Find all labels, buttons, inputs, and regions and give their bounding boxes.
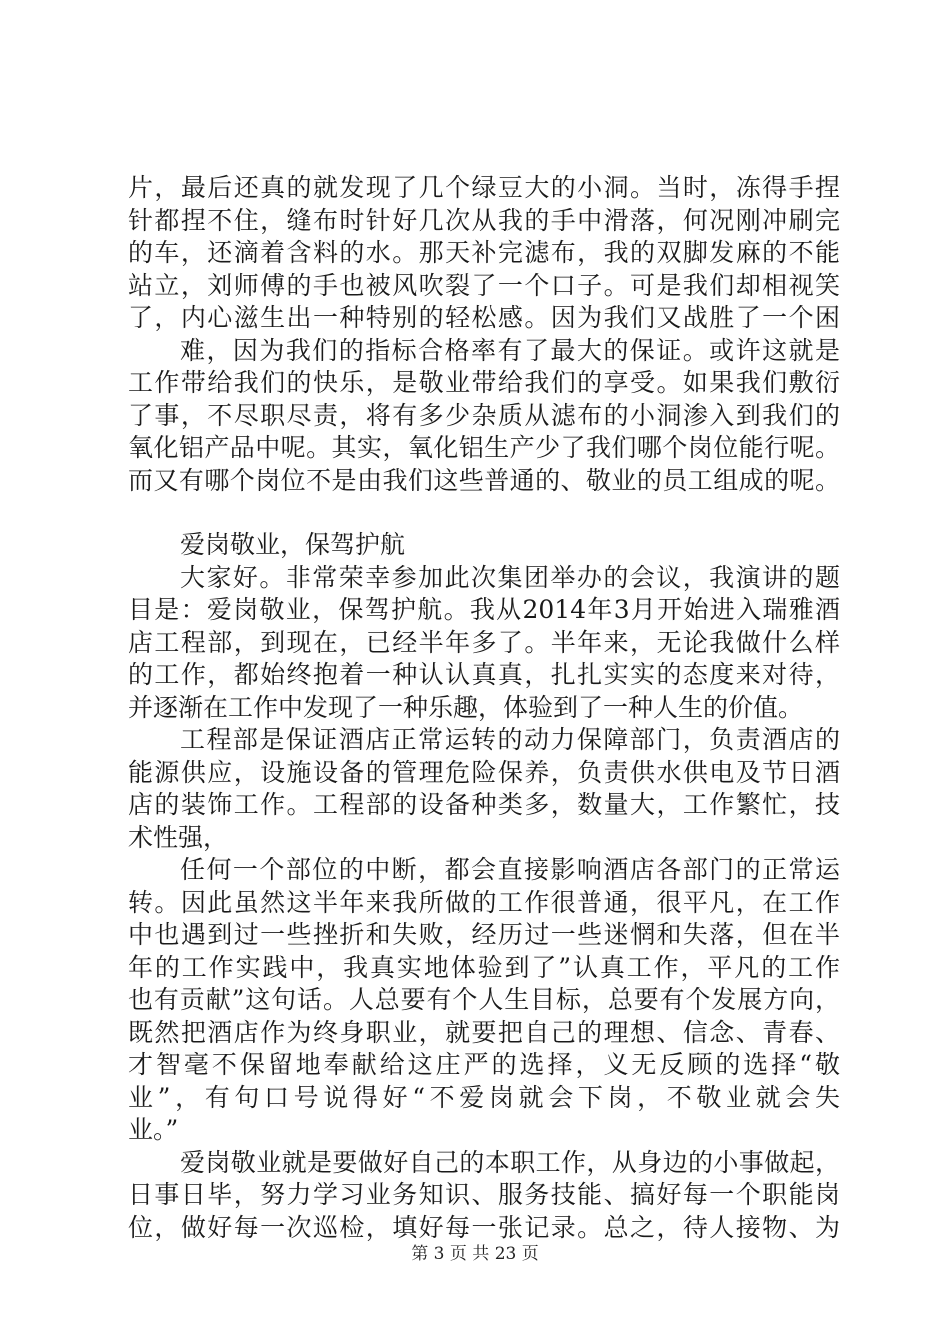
text-line: 才智毫不保留地奉献给这庄严的选择，义无反顾的选择“敬 bbox=[128, 1050, 840, 1079]
text-line: 氧化铝产品中呢。其实，氧化铝生产少了我们哪个岗位能行呢。 bbox=[128, 433, 840, 462]
text-line: 业。” bbox=[128, 1115, 179, 1144]
text-line: 了，内心滋生出一种特别的轻松感。因为我们又战胜了一个困 bbox=[128, 303, 840, 332]
text-line: 工程部是保证酒店正常运转的动力保障部门，负责酒店的 bbox=[180, 725, 840, 754]
text-line: 工作带给我们的快乐，是敬业带给我们的享受。如果我们敷衍 bbox=[128, 368, 840, 397]
text-line: 目是：爱岗敬业，保驾护航。我从2014年3月开始进入瑞雅酒 bbox=[128, 595, 840, 624]
text-line: 任何一个部位的中断，都会直接影响酒店各部门的正常运 bbox=[180, 855, 840, 884]
text-line: 站立，刘师傅的手也被风吹裂了一个口子。可是我们却相视笑 bbox=[128, 270, 840, 300]
text-line: 大家好。非常荣幸参加此次集团举办的会议，我演讲的题 bbox=[180, 562, 840, 592]
page-footer: 第 3 页 共 23 页 bbox=[411, 1244, 539, 1264]
text-line: 中也遇到过一些挫折和失败，经历过一些迷惘和失落，但在半 bbox=[128, 920, 840, 949]
text-line: 并逐渐在工作中发现了一种乐趣，体验到了一种人生的价值。 bbox=[128, 692, 804, 722]
text-line: 爱岗敬业就是要做好自己的本职工作，从身边的小事做起， bbox=[180, 1147, 840, 1177]
text-line: 位，做好每一次巡检，填好每一张记录。总之，待人接物、为 bbox=[128, 1212, 840, 1242]
text-line: 日事日毕，努力学习业务知识、服务技能、搞好每一个职能岗 bbox=[128, 1180, 840, 1209]
text-line: 转。因此虽然这半年来我所做的工作很普通，很平凡，在工作 bbox=[128, 887, 840, 917]
text-line: 的车，还滴着含料的水。那天补完滤布，我的双脚发麻的不能 bbox=[128, 238, 840, 267]
text-line: 业”，有句口号说得好“不爱岗就会下岗，不敬业就会失 bbox=[128, 1082, 840, 1112]
document-body bbox=[128, 172, 840, 1244]
text-line: 针都捏不住，缝布时针好几次从我的手中滑落，何况刚冲刷完 bbox=[128, 205, 840, 235]
text-line: 爱岗敬业，保驾护航 bbox=[180, 530, 406, 559]
text-line: 店工程部，到现在，已经半年多了。半年来，无论我做什么样 bbox=[128, 627, 840, 657]
paragraph-gap bbox=[128, 497, 840, 529]
text-line: 也有贡献”这句话。人总要有个人生目标，总要有个发展方向， bbox=[128, 985, 840, 1014]
text-line: 片，最后还真的就发现了几个绿豆大的小洞。当时，冻得手捏 bbox=[128, 173, 840, 202]
text-line: 难，因为我们的指标合格率有了最大的保证。或许这就是 bbox=[180, 335, 840, 365]
text-line: 既然把酒店作为终身职业，就要把自己的理想、信念、青春、 bbox=[128, 1017, 840, 1047]
text-line: 店的装饰工作。工程部的设备种类多，数量大，工作繁忙，技 bbox=[128, 790, 840, 819]
text-line: 年的工作实践中，我真实地体验到了”认真工作，平凡的工作 bbox=[128, 952, 840, 982]
text-line: 的工作，都始终抱着一种认认真真，扎扎实实的态度来对待， bbox=[128, 660, 840, 689]
text-line: 而又有哪个岗位不是由我们这些普通的、敬业的员工组成的呢。 bbox=[128, 465, 840, 495]
text-line: 能源供应，设施设备的管理危险保养，负责供水供电及节日酒 bbox=[128, 757, 840, 787]
text-line: 术性强， bbox=[128, 822, 229, 852]
text-line: 了事，不尽职尽责，将有多少杂质从滤布的小洞渗入到我们的 bbox=[128, 400, 840, 430]
